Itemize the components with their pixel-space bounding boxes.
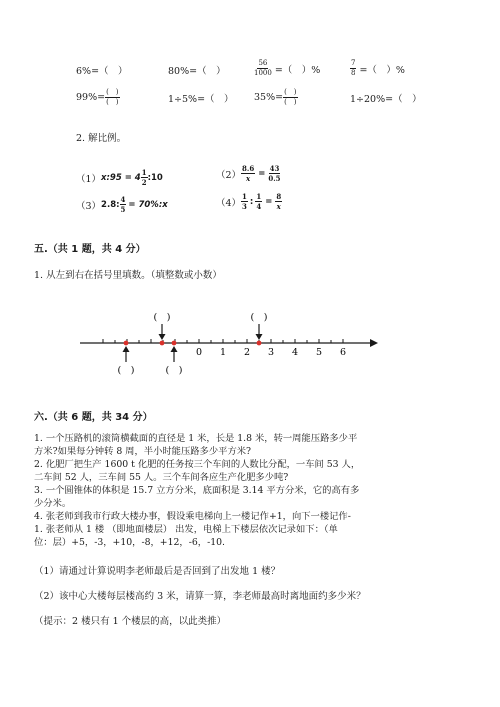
- up-arrow-icon: [123, 346, 130, 352]
- fraction: $\frac{1}{4}$: [256, 192, 262, 211]
- question-title: 2. 解比例。: [76, 133, 127, 144]
- conversion-text: 80%=（ ）: [168, 66, 226, 77]
- up-arrow-icon: [171, 346, 178, 352]
- marked-point: [172, 341, 177, 346]
- answer-blank: ( ): [250, 312, 268, 323]
- conversion-text: 99%=: [76, 92, 106, 103]
- marked-point: [160, 341, 165, 346]
- conversion-item: [254, 89, 298, 106]
- tick-label: 1: [219, 347, 227, 358]
- problem-line: 1. 一个压路机的滚筒横截面的直径是 1 米，长是 1.8 米，转一周能压路多少平: [34, 433, 358, 444]
- proportion-1: （1） x:95 = 4 $\frac{1}{2}$ :10: [76, 168, 163, 187]
- down-arrow-icon: [159, 334, 166, 340]
- hint-text: （提示：2 楼只有 1 个楼层的高，以此类推）: [34, 616, 227, 627]
- marked-point: [257, 341, 262, 346]
- problem-line: 3. 一个圆锥体的体积是 15.7 立方分米，底面积是 3.14 平方分米，它的高有多: [34, 485, 360, 496]
- tick-label: 5: [315, 347, 323, 358]
- fraction: $\frac{1}{3}$: [242, 192, 247, 211]
- conversion-item: [76, 89, 120, 106]
- problem-line: 4. 张老师到我市行政大楼办事，假设乘电梯向上一楼记作+1，向下一楼记作-: [34, 511, 351, 522]
- tick-label: 6: [339, 347, 347, 358]
- fraction: $\frac{1}{2}$: [141, 168, 147, 187]
- answer-blank: ( ): [165, 365, 183, 376]
- fraction-blank: $\frac{( )}{( )}$: [284, 88, 297, 106]
- problem-line: 位：层）+5，-3，+10，-8，+12，-6，-10.: [34, 537, 226, 548]
- axis-arrow-icon: [370, 339, 378, 347]
- section-heading: 五.（共 1 题，共 4 分）: [34, 244, 146, 255]
- conversion-text: =（ ）%: [274, 64, 321, 76]
- problem-line: 二车间 52 人，三车间 55 人。三个车间各应生产化肥多少吨?: [34, 472, 289, 483]
- fraction: $\frac{7}{8}$: [351, 59, 356, 77]
- answer-blank: ( ): [153, 312, 171, 323]
- fraction: $\frac{8}{x}$: [276, 192, 282, 211]
- conversion-item: [350, 60, 405, 77]
- section-heading: 六.（共 6 题，共 34 分）: [34, 412, 153, 423]
- word-problems: [34, 432, 426, 549]
- tick-label: 4: [291, 347, 299, 358]
- down-arrow-icon: [256, 334, 263, 340]
- conversion-text: 6%=（ ）: [76, 66, 128, 77]
- conversion-text: 35%=: [254, 92, 284, 103]
- problem-line: 少分米。: [34, 498, 72, 509]
- fraction: $\frac{56}{1000}$: [254, 59, 272, 77]
- question-text: 1. 从左到右在括号里填数。（填整数或小数）: [34, 270, 222, 281]
- problem-line: 2. 化肥厂把生产 1600 t 化肥的任务按三个车间的人数比分配，一车间 53 人，: [34, 459, 361, 470]
- conversion-text: =（ ）%: [359, 64, 405, 76]
- number-line-figure: [0, 302, 500, 392]
- sub-question-2: （2）该中心大楼每层楼高约 3 米，请算一算，李老师最高时离地面约多少米？: [34, 591, 366, 602]
- proportion-4: （4） $\frac{1}{3}$ : $\frac{1}{4}$ = $\frac{8}{x}$: [216, 192, 282, 211]
- conversion-text: 1÷5%=（ ）: [168, 94, 234, 105]
- fraction: $\frac{4}{5}$: [120, 195, 126, 214]
- conversion-item: [168, 63, 226, 77]
- marked-point: [124, 341, 129, 346]
- proportion-2: （2） $\frac{8.6}{x}$ = $\frac{43}{0.5}$: [216, 164, 281, 183]
- tick-label: 3: [267, 347, 275, 358]
- answer-blank: ( ): [117, 365, 135, 376]
- conversion-item: [168, 91, 234, 105]
- conversion-item: [254, 60, 320, 77]
- proportion-3: （3） 2.8: $\frac{4}{5}$ = 70%:x: [76, 195, 168, 214]
- sub-question-1: （1）请通过计算说明李老师最后是否回到了出发地 1 楼？: [34, 566, 281, 577]
- tick-label: 2: [243, 347, 251, 358]
- conversion-text: 1÷20%=（ ）: [350, 94, 422, 105]
- problem-line: 1. 张老师从 1 楼 （即地面楼层） 出发，电梯上下楼层依次记录如下：（单: [34, 524, 338, 535]
- tick-label: 0: [195, 347, 203, 358]
- fraction: $\frac{43}{0.5}$: [268, 164, 281, 183]
- fraction-blank: $\frac{( )}{( )}$: [106, 88, 119, 106]
- conversion-item: [76, 63, 128, 77]
- problem-line: 方米?如果每分钟转 8 周，半小时能压路多少平方米?: [34, 446, 252, 457]
- conversion-item: [350, 91, 422, 105]
- fraction: $\frac{8.6}{x}$: [242, 164, 255, 183]
